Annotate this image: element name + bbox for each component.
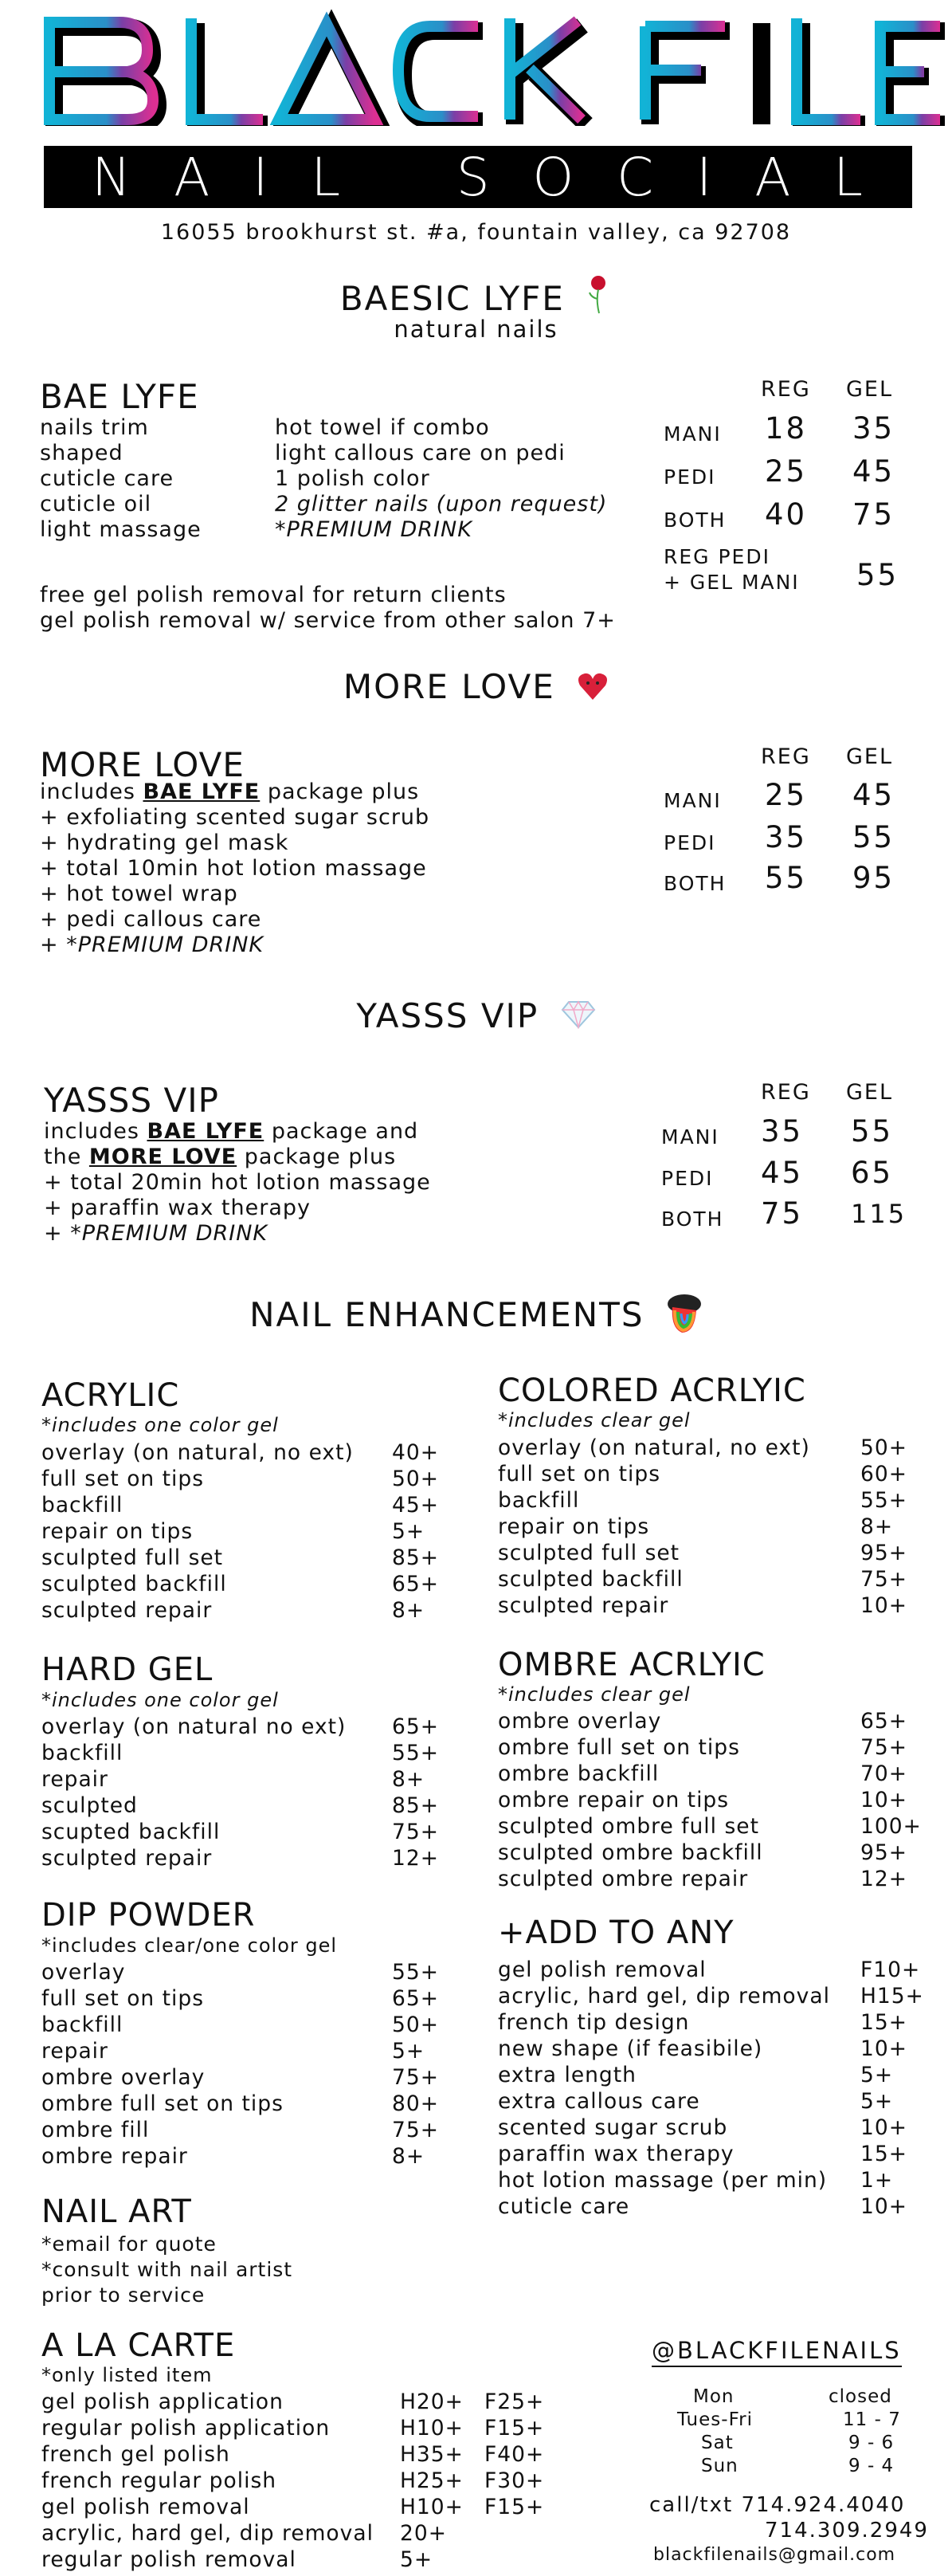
category-note: *includes one color gel [41,1414,279,1436]
price-label: BOTH [664,872,727,895]
price-label: PEDI [661,1167,714,1190]
nail-art-notes: *email for quote *consult with nail artist prior to service [41,2232,293,2307]
list-item: scented sugar scrub 10+ [498,2115,907,2140]
category-title-ombre-acrylic: OMBRE ACRLYIC [498,1647,766,1683]
price-reg: 55 [765,861,808,895]
price-header-gel: GEL [846,377,894,402]
list-item: repair on tips 8+ [498,1514,894,1539]
business-hours [653,2386,924,2478]
combo-label: + GEL MANI [664,571,800,594]
combo-price: 55 [856,558,899,592]
list-item: overlay (on natural no ext) 65+ [41,1714,439,1739]
price-header-reg: REG [761,744,811,769]
category-title-nail-art: NAIL ART [41,2193,192,2230]
price-reg: 40 [765,497,808,532]
list-item: ombre fill 75+ [41,2118,439,2142]
list-item: backfill 50+ [41,2012,439,2037]
price-label: BOTH [664,509,727,532]
list-item: backfill 55+ [41,1741,439,1765]
subtitle-letter: I [695,146,714,208]
price-reg: 18 [765,411,808,446]
price-label: MANI [664,422,722,446]
list-item: overlay (on natural, no ext) 50+ [498,1435,907,1460]
salon-address: 16055 brookhurst st. #a, fountain valley, ca 92708 [160,220,792,245]
category-title-colored-acrylic: COLORED ACRLYIC [498,1372,806,1409]
list-item: regular polish removal 5+ [41,2547,433,2572]
bae-lyfe-features-col2: hot towel if combo light callous care on pedi 1 polish color 2 glitter nails (upon request) *PREMIUM DRINK [275,415,608,542]
hours-row: Mon closed [693,2386,892,2407]
phone-line-1[interactable]: call/txt 714.924.4040 [649,2493,906,2517]
rose-icon [585,273,612,315]
subtitle-letter: A [174,146,212,208]
list-item: paraffin wax therapy 15+ [498,2142,907,2166]
list-item: gel polish removal H10+ F15+ [41,2495,545,2519]
list-item: repair 8+ [41,1767,425,1792]
category-title-acrylic: ACRYLIC [41,1377,180,1414]
list-item: ombre backfill 70+ [498,1761,907,1786]
list-item: scupted backfill 75+ [41,1820,439,1844]
list-item: sculpted repair 10+ [498,1593,907,1618]
hours-row: Sat 9 - 6 [701,2433,895,2453]
section-title-enhancements: NAIL ENHANCEMENTS [0,1293,952,1334]
price-reg: 45 [761,1156,804,1190]
bae-lyfe-notes: free gel polish removal for return clients gel polish removal w/ service from other salon 7+ [40,583,616,633]
list-item: backfill 55+ [498,1488,907,1513]
price-reg: 25 [765,454,808,489]
subtitle-letter: S [456,146,492,208]
list-item: french regular polish H25+ F30+ [41,2468,545,2493]
list-item: ombre overlay 75+ [41,2065,439,2090]
subtitle-letter: L [311,146,343,208]
a-la-carte-price-list [41,2389,551,2573]
vip-features: includes BAE LYFE package and the MORE LOVE package plus + total 20min hot lotion massage + paraffin wax therapy + *PREMIUM DRINK [44,1119,431,1246]
hours-row: Tues-Fri 11 - 7 [677,2409,901,2430]
list-item: ombre full set on tips 75+ [498,1735,907,1760]
package-title-bae-lyfe: BAE LYFE [40,377,199,416]
section-subtitle-basic: natural nails [394,316,558,343]
list-item: sculpted backfill 75+ [498,1567,907,1592]
price-gel: 45 [852,454,895,489]
list-item: gel polish application H20+ F25+ [41,2389,545,2414]
price-gel: 55 [851,1114,894,1149]
list-item: repair 5+ [41,2039,425,2064]
price-reg: 35 [765,820,808,854]
price-reg: 35 [761,1114,804,1149]
instagram-handle[interactable]: @BLACKFILENAILS [652,2337,902,2367]
list-item: full set on tips 50+ [41,1467,439,1491]
add-to-any-price-list [498,1957,944,2220]
price-header-reg: REG [761,1080,811,1105]
price-label: BOTH [661,1208,724,1231]
price-label: MANI [664,789,722,812]
price-label: MANI [661,1125,719,1149]
ombre-acrylic-price-list [498,1708,944,1892]
list-item: overlay 55+ [41,1960,439,1985]
price-gel: 35 [852,411,895,446]
list-item: extra callous care 5+ [498,2089,894,2114]
heart-icon [577,671,609,701]
category-note: *includes clear gel [498,1409,691,1431]
price-header-gel: GEL [846,744,894,769]
brand-logo [0,6,952,126]
phone-line-2[interactable]: 714.309.2949 [765,2519,929,2543]
list-item: extra length 5+ [498,2063,894,2087]
list-item: full set on tips 60+ [498,1462,907,1486]
category-note: *includes clear/one color gel [41,1934,338,1957]
list-item: sculpted full set 85+ [41,1545,439,1570]
more-love-features: includes BAE LYFE package plus + exfoliating scented sugar scrub + hydrating gel mask + total 10min hot lotion massage + hot towel wrap + pedi callous care + *PREMIUM DRINK [40,779,430,957]
list-item: sculpted 85+ [41,1793,439,1818]
package-title-vip: YASSS VIP [44,1081,219,1120]
section-title-more-love: MORE LOVE [0,667,952,706]
category-title-hard-gel: HARD GEL [41,1651,214,1688]
subtitle-letter: A [754,146,793,208]
diamond-icon [561,1000,596,1029]
list-item: sculpted ombre backfill 95+ [498,1840,907,1865]
list-item: backfill 45+ [41,1493,439,1518]
category-title-add-to-any: +ADD TO ANY [498,1914,735,1951]
hours-row: Sun 9 - 4 [701,2456,895,2476]
list-item: overlay (on natural, no ext) 40+ [41,1440,439,1465]
price-gel: 75 [852,497,895,532]
list-item: french gel polish H35+ F40+ [41,2442,545,2467]
email-link[interactable]: blackfilenails@gmail.com [653,2545,896,2565]
list-item: gel polish removal F10+ [498,1958,921,1982]
category-title-dip-powder: DIP POWDER [41,1897,256,1934]
list-item: ombre repair on tips 10+ [498,1788,907,1812]
list-item: french tip design 15+ [498,2010,907,2035]
section-title-basic: BAESIC LYFE [0,273,952,318]
price-reg: 75 [761,1196,804,1231]
subtitle-letter: O [532,146,576,208]
category-note: *includes one color gel [41,1689,279,1711]
category-note: *only listed item [41,2364,213,2386]
combo-label: REG PEDI [664,545,770,568]
list-item: sculpted repair 12+ [41,1846,439,1871]
nail-social-bar [44,146,912,208]
price-reg: 25 [765,778,808,812]
list-item: sculpted repair 8+ [41,1598,425,1623]
price-gel: 95 [852,861,895,895]
list-item: repair on tips 5+ [41,1519,425,1544]
list-item: sculpted full set 95+ [498,1541,907,1565]
list-item: full set on tips 65+ [41,1986,439,2011]
list-item: sculpted backfill 65+ [41,1572,439,1596]
price-gel: 45 [852,778,895,812]
list-item: acrylic, hard gel, dip removal 20+ [41,2521,447,2546]
category-note: *includes clear gel [498,1683,691,1706]
list-item: sculpted ombre full set 100+ [498,1814,922,1839]
list-item: sculpted ombre repair 12+ [498,1867,907,1891]
price-header-gel: GEL [846,1080,894,1105]
hard-gel-price-list [41,1714,440,1871]
list-item: acrylic, hard gel, dip removal H15+ [498,1984,924,2009]
subtitle-letter: L [833,146,864,208]
price-label: PEDI [664,465,716,489]
acrylic-price-list [41,1439,440,1624]
price-label: PEDI [664,831,716,854]
list-item: cuticle care 10+ [498,2194,907,2219]
subtitle-letter: C [617,146,656,208]
category-title-a-la-carte: A LA CARTE [41,2327,236,2364]
list-item: new shape (if feasibile) 10+ [498,2036,907,2061]
list-item: hot lotion massage (per min) 1+ [498,2168,894,2193]
rainbow-tongue-icon [666,1293,703,1334]
list-item: regular polish application H10+ F15+ [41,2416,545,2441]
list-item: ombre overlay 65+ [498,1709,907,1734]
dip-powder-price-list [41,1959,440,2170]
package-title-more-love: MORE LOVE [40,745,245,784]
price-gel: 65 [851,1156,894,1190]
price-gel: 115 [851,1199,907,1229]
list-item: ombre full set on tips 80+ [41,2091,439,2116]
colored-acrylic-price-list [498,1435,944,1619]
price-gel: 55 [852,820,895,854]
subtitle-letter: I [253,146,270,208]
bae-lyfe-features-col1: nails trim shaped cuticle care cuticle oil light massage [40,415,202,542]
price-header-reg: REG [761,377,811,402]
subtitle-letter: N [92,146,133,208]
list-item: ombre repair 8+ [41,2144,425,2169]
section-title-vip: YASSS VIP [0,996,952,1035]
